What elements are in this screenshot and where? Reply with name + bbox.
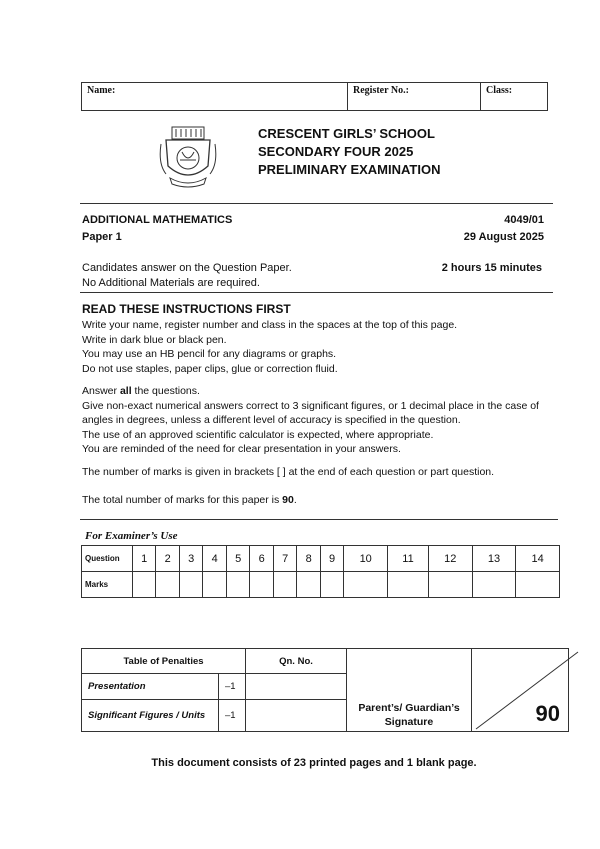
duration: 2 hours 15 minutes xyxy=(441,262,542,274)
total-marks-note: The total number of marks for this paper is 90. xyxy=(82,494,297,506)
question-number: 11 xyxy=(388,546,429,572)
marks-cell[interactable] xyxy=(250,572,273,598)
question-number: 1 xyxy=(133,546,156,572)
question-number: 4 xyxy=(203,546,226,572)
penalty-label: Presentation xyxy=(82,674,219,700)
penalty-value: –1 xyxy=(219,700,246,732)
divider xyxy=(80,292,553,293)
marks-cell[interactable] xyxy=(133,572,156,598)
marks-cell[interactable] xyxy=(388,572,429,598)
question-number: 9 xyxy=(320,546,343,572)
instruction-line: You are reminded of the need for clear presentation in your answers. xyxy=(82,443,401,455)
marks-cell[interactable] xyxy=(516,572,560,598)
register-label: Register No.: xyxy=(353,85,409,96)
instruction-line: You may use an HB pencil for any diagrams or graphs. xyxy=(82,348,337,360)
exam-date: 29 August 2025 xyxy=(463,231,544,243)
instructions-block-1 xyxy=(82,318,552,376)
instructions-heading: READ THESE INSTRUCTIONS FIRST xyxy=(82,302,291,316)
question-number: 5 xyxy=(226,546,249,572)
instruction-line: Write in dark blue or black pen. xyxy=(82,333,227,346)
class-label: Class: xyxy=(486,85,513,96)
marks-label: Marks xyxy=(82,572,133,598)
diagonal-line xyxy=(472,649,582,732)
marks-note: The number of marks is given in brackets [ ] at the end of each question or part question. xyxy=(82,466,495,478)
marks-cell[interactable] xyxy=(156,572,179,598)
candidates-note: Candidates answer on the Question Paper. xyxy=(82,262,292,274)
subject-title: ADDITIONAL MATHEMATICS xyxy=(82,214,233,226)
instruction-line: Write your name, register number and class in the spaces at the top of this page. xyxy=(82,319,458,331)
penalty-label: Significant Figures / Units xyxy=(82,700,219,732)
divider xyxy=(80,203,553,204)
school-name: CRESCENT GIRLS’ SCHOOL xyxy=(258,126,435,141)
class-field[interactable] xyxy=(480,83,548,110)
name-field[interactable] xyxy=(82,83,347,110)
marks-cell[interactable] xyxy=(428,572,472,598)
marks-cell[interactable] xyxy=(273,572,296,598)
instruction-line: The use of an approved scientific calculator is expected, where appropriate. xyxy=(82,428,434,441)
marks-cell[interactable] xyxy=(320,572,343,598)
penalties-title: Table of Penalties xyxy=(82,649,246,674)
signature-label: Parent’s/ Guardian’s Signature xyxy=(347,700,472,732)
instruction-line: Do not use staples, paper clips, glue or correction fluid. xyxy=(82,362,338,375)
marks-cell[interactable] xyxy=(203,572,226,598)
question-number: 6 xyxy=(250,546,273,572)
examiner-table xyxy=(81,545,560,598)
instruction-line: Give non-exact numerical answers correct to 3 significant figures, or 1 decimal place in the case of xyxy=(82,399,539,412)
question-number: 13 xyxy=(472,546,516,572)
question-number: 7 xyxy=(273,546,296,572)
instructions-block-2 xyxy=(82,384,552,457)
question-number: 3 xyxy=(179,546,202,572)
qn-no-cell[interactable] xyxy=(246,700,347,732)
answer-all-line: Answer all the questions. xyxy=(82,385,200,397)
question-row xyxy=(82,546,560,572)
instruction-line: angles in degrees, unless a different level of accuracy is specified in the question. xyxy=(82,414,461,426)
exam-year: SECONDARY FOUR 2025 xyxy=(258,144,414,159)
question-number: 14 xyxy=(516,546,560,572)
penalties-table xyxy=(81,648,569,732)
name-label: Name: xyxy=(87,85,116,96)
materials-note: No Additional Materials are required. xyxy=(82,277,260,289)
marks-cell[interactable] xyxy=(226,572,249,598)
examiner-title: For Examiner’s Use xyxy=(85,530,178,542)
question-label: Question xyxy=(82,546,133,572)
penalties-header-row xyxy=(82,649,569,674)
school-title xyxy=(258,125,441,179)
register-field[interactable] xyxy=(347,83,481,110)
marks-row xyxy=(82,572,560,598)
penalty-value: –1 xyxy=(219,674,246,700)
header-box xyxy=(81,82,548,111)
page-count-note: This document consists of 23 printed pages and 1 blank page. xyxy=(151,757,477,769)
paper-number: Paper 1 xyxy=(82,231,122,243)
marks-cell[interactable] xyxy=(344,572,388,598)
qn-no-cell[interactable] xyxy=(246,674,347,700)
question-number: 10 xyxy=(344,546,388,572)
total-box xyxy=(472,649,569,732)
total-marks: 90 xyxy=(535,701,560,726)
question-number: 2 xyxy=(156,546,179,572)
divider xyxy=(80,519,558,520)
marks-cell[interactable] xyxy=(297,572,320,598)
qn-no-header: Qn. No. xyxy=(246,649,347,674)
paper-code: 4049/01 xyxy=(504,214,544,226)
question-number: 12 xyxy=(428,546,472,572)
signature-space[interactable] xyxy=(347,649,472,700)
school-crest xyxy=(158,124,218,190)
question-number: 8 xyxy=(297,546,320,572)
marks-cell[interactable] xyxy=(179,572,202,598)
exam-name: PRELIMINARY EXAMINATION xyxy=(258,162,441,177)
marks-cell[interactable] xyxy=(472,572,516,598)
